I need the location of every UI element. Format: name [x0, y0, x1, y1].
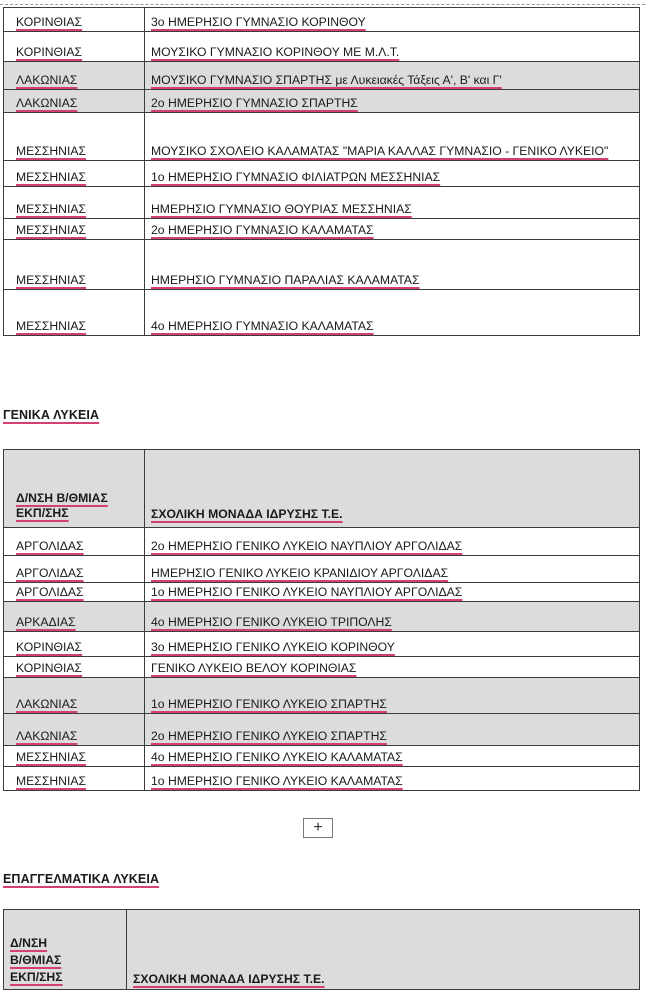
cell-school — [145, 746, 640, 767]
school-text: 1ο ΗΜΕΡΗΣΙΟ ΓΕΝΙΚΟ ΛΥΚΕΙΟ ΚΑΛΑΜΑΤΑΣ — [151, 774, 403, 788]
school-text: 1ο ΗΜΕΡΗΣΙΟ ΓΕΝΙΚΟ ΛΥΚΕΙΟ ΝΑΥΠΛΙΟΥ ΑΡΓΟΛΙΔΑΣ — [151, 585, 463, 599]
table-row — [4, 90, 640, 113]
school-text: 2ο ΗΜΕΡΗΣΙΟ ΓΥΜΝΑΣΙΟ ΚΑΛΑΜΑΤΑΣ — [151, 223, 374, 237]
vocational-lyceums-table — [3, 909, 640, 990]
region-text: ΛΑΚΩΝΙΑΣ — [16, 697, 78, 711]
cell-school — [145, 187, 640, 219]
general-lyceums-table — [3, 449, 640, 791]
school-text: 4ο ΗΜΕΡΗΣΙΟ ΓΕΝΙΚΟ ΛΥΚΕΙΟ ΚΑΛΑΜΑΤΑΣ — [151, 750, 403, 764]
cell-school — [145, 161, 640, 187]
school-text: 3ο ΗΜΕΡΗΣΙΟ ΓΥΜΝΑΣΙΟ ΚΟΡΙΝΘΟΥ — [151, 15, 366, 29]
cell-directorate — [4, 187, 145, 219]
school-text: 2ο ΗΜΕΡΗΣΙΟ ΓΕΝΙΚΟ ΛΥΚΕΙΟ ΣΠΑΡΤΗΣ — [151, 729, 387, 743]
page-boundary-line — [0, 4, 645, 5]
table-row — [4, 32, 640, 62]
header-directorate: Δ/ΝΣΗ Β/ΘΜΙΑΣ ΕΚΠ/ΣΗΣ — [4, 910, 127, 990]
region-text: ΑΡΚΑΔΙΑΣ — [16, 615, 76, 629]
table-row — [4, 583, 640, 602]
table-row — [4, 8, 640, 32]
region-text: ΚΟΡΙΝΘΙΑΣ — [16, 640, 83, 654]
region-text: ΛΑΚΩΝΙΑΣ — [16, 729, 78, 743]
table-row — [4, 219, 640, 240]
cell-school — [145, 714, 640, 746]
table-row — [4, 678, 640, 714]
header-school-unit: ΣΧΟΛΙΚΗ ΜΟΝΑΔΑ ΙΔΡΥΣΗΣ Τ.Ε. — [127, 910, 640, 990]
cell-school — [145, 62, 640, 90]
cell-directorate — [4, 219, 145, 240]
cell-school — [145, 8, 640, 32]
cell-directorate — [4, 602, 145, 632]
table-row — [4, 62, 640, 90]
table-header-row — [4, 910, 640, 990]
cell-school — [145, 113, 640, 161]
table-header-row — [4, 450, 640, 528]
cell-directorate — [4, 161, 145, 187]
table-row — [4, 113, 640, 161]
school-text: ΓΕΝΙΚΟ ΛΥΚΕΙΟ ΒΕΛΟΥ ΚΟΡΙΝΘΙΑΣ — [151, 661, 357, 675]
cell-directorate — [4, 8, 145, 32]
school-text: ΜΟΥΣΙΚΟ ΓΥΜΝΑΣΙΟ ΣΠΑΡΤΗΣ με Λυκειακές Τάξεις Α', Β' και Γ' — [151, 73, 502, 87]
cell-school — [145, 583, 640, 602]
table-row — [4, 746, 640, 767]
school-text: 1ο ΗΜΕΡΗΣΙΟ ΓΥΜΝΑΣΙΟ ΦΙΛΙΑΤΡΩΝ ΜΕΣΣΗΝΙΑΣ — [151, 170, 441, 184]
table-row — [4, 187, 640, 219]
cell-directorate — [4, 90, 145, 113]
table-row — [4, 602, 640, 632]
cell-directorate — [4, 657, 145, 678]
table-row — [4, 290, 640, 336]
cell-directorate — [4, 240, 145, 290]
region-text: ΜΕΣΣΗΝΙΑΣ — [16, 750, 87, 764]
region-text: ΜΕΣΣΗΝΙΑΣ — [16, 774, 87, 788]
region-text: ΑΡΓΟΛΙΔΑΣ — [16, 566, 84, 580]
cell-directorate — [4, 746, 145, 767]
cell-directorate — [4, 678, 145, 714]
cell-school — [145, 767, 640, 791]
table-row — [4, 161, 640, 187]
cell-directorate — [4, 556, 145, 583]
header-directorate: Δ/ΝΣΗ Β/ΘΜΙΑΣ ΕΚΠ/ΣΗΣ — [4, 450, 145, 528]
table-row — [4, 556, 640, 583]
school-text: 4ο ΗΜΕΡΗΣΙΟ ΓΕΝΙΚΟ ΛΥΚΕΙΟ ΤΡΙΠΟΛΗΣ — [151, 615, 392, 629]
region-text: ΑΡΓΟΛΙΔΑΣ — [16, 585, 84, 599]
region-text: ΛΑΚΩΝΙΑΣ — [16, 73, 78, 87]
cell-school — [145, 556, 640, 583]
school-text: 2ο ΗΜΕΡΗΣΙΟ ΓΥΜΝΑΣΙΟ ΣΠΑΡΤΗΣ — [151, 96, 358, 110]
region-text: ΜΕΣΣΗΝΙΑΣ — [16, 144, 87, 158]
region-text: ΚΟΡΙΝΘΙΑΣ — [16, 15, 83, 29]
section-title-general-lyceums: ΓΕΝΙΚΑ ΛΥΚΕΙΑ — [3, 408, 100, 422]
region-text: ΜΕΣΣΗΝΙΑΣ — [16, 273, 87, 287]
table-row — [4, 528, 640, 556]
table-row — [4, 767, 640, 791]
cell-school — [145, 657, 640, 678]
region-text: ΑΡΓΟΛΙΔΑΣ — [16, 539, 84, 553]
gymnasia-table — [3, 7, 640, 336]
cell-directorate — [4, 32, 145, 62]
region-text: ΚΟΡΙΝΘΙΑΣ — [16, 45, 83, 59]
school-text: 2ο ΗΜΕΡΗΣΙΟ ΓΕΝΙΚΟ ΛΥΚΕΙΟ ΝΑΥΠΛΙΟΥ ΑΡΓΟΛΙΔΑΣ — [151, 539, 463, 553]
cell-school — [145, 240, 640, 290]
table-row — [4, 240, 640, 290]
school-text: ΜΟΥΣΙΚΟ ΓΥΜΝΑΣΙΟ ΚΟΡΙΝΘΟΥ ΜΕ Μ.Λ.Τ. — [151, 45, 400, 59]
cell-school — [145, 219, 640, 240]
table-row — [4, 657, 640, 678]
school-text: 4ο ΗΜΕΡΗΣΙΟ ΓΥΜΝΑΣΙΟ ΚΑΛΑΜΑΤΑΣ — [151, 319, 374, 333]
school-text: ΜΟΥΣΙΚΟ ΣΧΟΛΕΙΟ ΚΑΛΑΜΑΤΑΣ "ΜΑΡΙΑ ΚΑΛΛΑΣ ΓΥΜΝΑΣΙΟ - ΓΕΝΙΚΟ ΛΥΚΕΙΟ" — [151, 144, 609, 158]
cell-directorate — [4, 113, 145, 161]
cell-directorate — [4, 528, 145, 556]
section-title-vocational-lyceums: ΕΠΑΓΓΕΛΜΑΤΙΚΑ ΛΥΚΕΙΑ — [3, 872, 160, 886]
cell-directorate — [4, 714, 145, 746]
cell-directorate — [4, 632, 145, 657]
header-school-unit: ΣΧΟΛΙΚΗ ΜΟΝΑΔΑ ΙΔΡΥΣΗΣ Τ.Ε. — [145, 450, 640, 528]
cell-school — [145, 90, 640, 113]
region-text: ΜΕΣΣΗΝΙΑΣ — [16, 223, 87, 237]
school-text: ΗΜΕΡΗΣΙΟ ΓΥΜΝΑΣΙΟ ΘΟΥΡΙΑΣ ΜΕΣΣΗΝΙΑΣ — [151, 202, 412, 216]
region-text: ΜΕΣΣΗΝΙΑΣ — [16, 202, 87, 216]
cell-school — [145, 32, 640, 62]
add-row-button[interactable]: + — [303, 818, 333, 838]
cell-school — [145, 290, 640, 336]
region-text: ΛΑΚΩΝΙΑΣ — [16, 96, 78, 110]
school-text: 3ο ΗΜΕΡΗΣΙΟ ΓΕΝΙΚΟ ΛΥΚΕΙΟ ΚΟΡΙΝΘΟΥ — [151, 640, 395, 654]
cell-directorate — [4, 290, 145, 336]
cell-school — [145, 528, 640, 556]
table-row — [4, 714, 640, 746]
cell-directorate — [4, 583, 145, 602]
region-text: ΚΟΡΙΝΘΙΑΣ — [16, 661, 83, 675]
school-text: ΗΜΕΡΗΣΙΟ ΓΕΝΙΚΟ ΛΥΚΕΙΟ ΚΡΑΝΙΔΙΟΥ ΑΡΓΟΛΙΔΑΣ — [151, 566, 449, 580]
region-text: ΜΕΣΣΗΝΙΑΣ — [16, 170, 87, 184]
cell-school — [145, 678, 640, 714]
cell-directorate — [4, 767, 145, 791]
school-text: ΗΜΕΡΗΣΙΟ ΓΥΜΝΑΣΙΟ ΠΑΡΑΛΙΑΣ ΚΑΛΑΜΑΤΑΣ — [151, 273, 420, 287]
table-row — [4, 632, 640, 657]
school-text: 1ο ΗΜΕΡΗΣΙΟ ΓΕΝΙΚΟ ΛΥΚΕΙΟ ΣΠΑΡΤΗΣ — [151, 697, 387, 711]
cell-school — [145, 602, 640, 632]
cell-directorate — [4, 62, 145, 90]
region-text: ΜΕΣΣΗΝΙΑΣ — [16, 319, 87, 333]
cell-school — [145, 632, 640, 657]
